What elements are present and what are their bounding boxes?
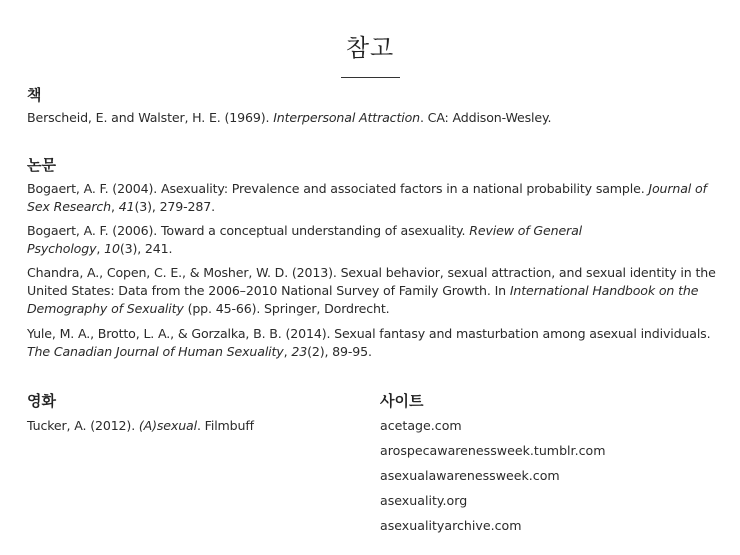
journal-volume: 10 (104, 241, 120, 256)
book-reference (27, 109, 727, 127)
reference-text: (3), 279-287. (134, 199, 215, 214)
section-heading-film: 영화 (27, 392, 56, 410)
reference-text: . CA: Addison-Wesley. (419, 110, 552, 125)
film-title: (A)sexual (138, 418, 197, 433)
paper-reference (27, 325, 722, 361)
title-divider (341, 77, 400, 78)
reference-text: . Filmbuff (196, 418, 254, 433)
journal-volume: 23 (291, 344, 308, 359)
reference-text: Berscheid, E. and Walster, H. E. (1969). (27, 110, 274, 125)
reference-separator: , (283, 344, 292, 359)
reference-separator: , (111, 199, 119, 214)
reference-text: Tucker, A. (2012). (27, 418, 139, 433)
reference-text: Bogaert, A. F. (2004). Asexuality: Prevalence and associated factors in a national probability sample. (27, 181, 649, 196)
section-heading-papers: 논문 (27, 156, 56, 174)
paper-reference (27, 264, 722, 318)
paper-reference (27, 222, 627, 258)
reference-text: Bogaert, A. F. (2006). Toward a conceptual understanding of asexuality. (27, 223, 470, 238)
film-reference (27, 417, 357, 435)
reference-text: Yule, M. A., Brotto, L. A., & Gorzalka, B. B. (2014). Sexual fantasy and masturbation among asexual individuals. (27, 326, 711, 341)
site-link[interactable]: asexualawarenessweek.com (380, 468, 560, 483)
reference-text: (pp. 45-66). Springer, Dordrecht. (183, 301, 390, 316)
journal-title: Review of General Psychology (27, 223, 582, 256)
site-link[interactable]: arospecawarenessweek.tumblr.com (380, 443, 606, 458)
site-link[interactable]: acetage.com (380, 418, 462, 433)
reference-text: Chandra, A., Copen, C. E., & Mosher, W. D. (2013). Sexual behavior, sexual attraction, and sexual identity in the United States: Data from the 2006–2010 National Survey of Family Growth. In (27, 265, 716, 298)
section-heading-sites: 사이트 (380, 392, 424, 410)
site-link[interactable]: asexualityarchive.com (380, 518, 522, 533)
page-title: 참고 (345, 34, 395, 62)
book-title: Interpersonal Attraction (273, 110, 420, 125)
book-title: International Handbook on the Demography of Sexuality (27, 283, 699, 316)
section-heading-books: 책 (27, 86, 42, 104)
paper-reference (27, 180, 722, 216)
journal-volume: 41 (118, 199, 135, 214)
reference-text: (2), 89-95. (307, 344, 372, 359)
journal-title: Journal of Sex Research (27, 181, 707, 214)
reference-separator: , (96, 241, 105, 256)
site-link[interactable]: asexuality.org (380, 493, 468, 508)
reference-text: (3), 241. (119, 241, 173, 256)
journal-title: The Canadian Journal of Human Sexuality (27, 344, 284, 359)
